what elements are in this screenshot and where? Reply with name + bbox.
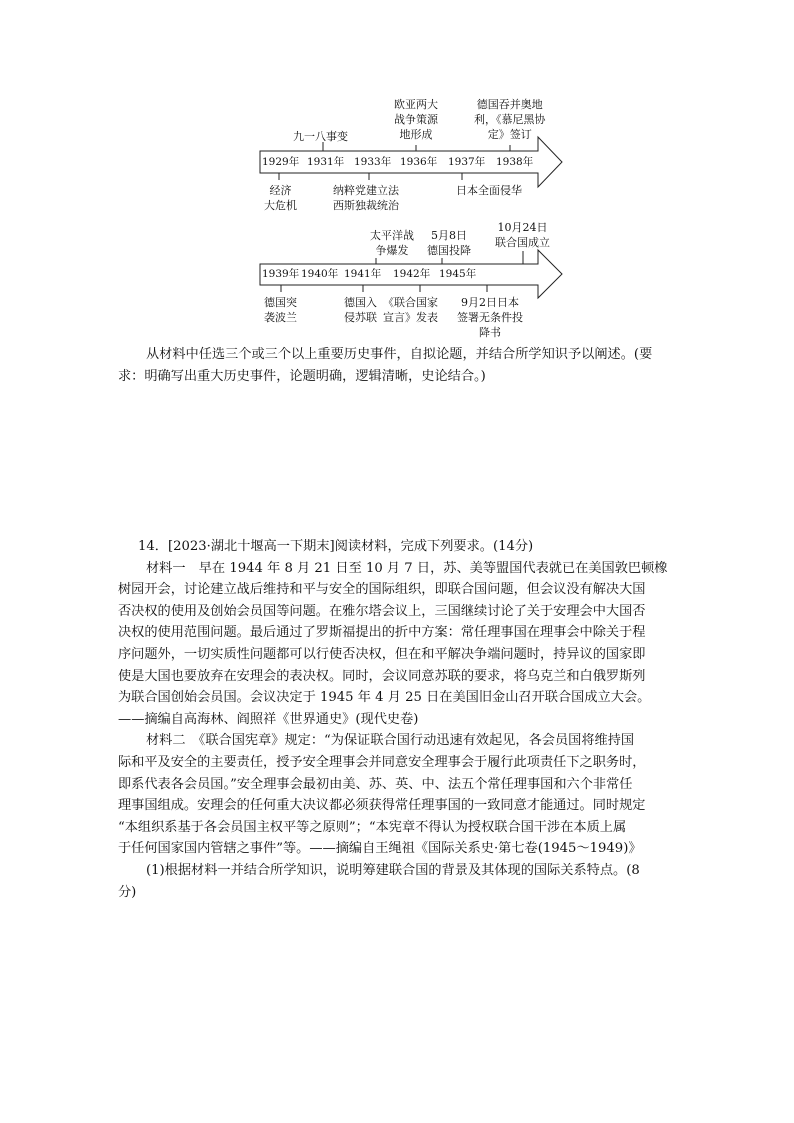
timeline-2-year: 1945年 bbox=[439, 268, 477, 280]
timeline-1-year: 1936年 bbox=[400, 156, 438, 168]
timeline-1-event-above: 九一八事变 bbox=[293, 130, 348, 143]
timeline-1-year: 1938年 bbox=[496, 156, 534, 168]
timeline-2-event-above: 5月8日 德国投降 bbox=[427, 229, 471, 257]
material-1-line: 否决权的使用及创始会员国等问题。在雅尔塔会议上，三国继续讨论了关于安理会中大国否 bbox=[118, 603, 646, 619]
material-1-source: ——摘编自高海林、阎照祥《世界通史》(现代史卷) bbox=[118, 711, 419, 727]
question-14-1-line: (1)根据材料一并结合所学知识，说明筹建联合国的背景及其体现的国际关系特点。(8 bbox=[146, 862, 640, 878]
timeline-1-year: 1937年 bbox=[448, 156, 486, 168]
material-1-line: 材料一 早在 1944 年 8 月 21 日至 10 月 7 日，苏、美等盟国代表就已在美国敦巴顿橡 bbox=[146, 560, 668, 576]
timeline-1-event-below: 纳粹党建立法 西斯独裁统治 bbox=[333, 184, 399, 212]
question-14 bbox=[118, 536, 678, 903]
instruction-line: 从材料中任选三个或三个以上重要历史事件，自拟论题，并结合所学知识予以阐述。(要 bbox=[146, 347, 653, 362]
question-13-instruction bbox=[118, 344, 678, 387]
question-14-1-line: 分) bbox=[118, 884, 137, 900]
timeline-2-event-below: 《联合国家 宣言》发表 bbox=[383, 296, 438, 324]
timeline-2-event-below: 德国入 侵苏联 bbox=[344, 296, 377, 324]
material-2-line: 际和平及安全的主要责任，授予安全理事会并同意安全理事会于履行此项责任下之职务时， bbox=[118, 754, 646, 770]
timeline-2-event-below: 9月2日日本 签署无条件投 降书 bbox=[457, 296, 523, 339]
instruction-line: 求：明确写出重大历史事件，论题明确，逻辑清晰，史论结合。) bbox=[118, 368, 486, 384]
material-2-line: 即系代表各会员国。”安全理事会最初由美、苏、英、中、法五个常任理事国和六个非常任 bbox=[118, 776, 633, 792]
timeline-1-year: 1933年 bbox=[354, 156, 392, 168]
material-2-line: 于任何国家国内管辖之事件”等。——摘编自王绳祖《国际关系史·第七卷(1945～1949)》 bbox=[118, 841, 642, 857]
material-1-line: 决权的使用范围问题。最后通过了罗斯福提出的折中方案：常任理事国在理事会中除关于程 bbox=[118, 625, 646, 641]
timeline-2-event-above: 太平洋战 争爆发 bbox=[370, 229, 414, 257]
question-14-header: 14．[2023·湖北十堰高一下期末]阅读材料，完成下列要求。(14分) bbox=[138, 539, 534, 554]
material-2-line: 理事国组成。安理会的任何重大决议都必须获得常任理事国的一致同意才能通过。同时规定 bbox=[118, 798, 646, 814]
timeline-1-year: 1931年 bbox=[307, 156, 345, 168]
timeline-2-year: 1942年 bbox=[393, 268, 431, 280]
timeline-1-event-below: 经济 大危机 bbox=[264, 184, 297, 212]
timeline-1-year: 1929年 bbox=[262, 156, 300, 168]
material-1-line: 使是大国也要放弃在安理会的表决权。同时，会议同意苏联的要求，将乌克兰和白俄罗斯列 bbox=[118, 668, 646, 684]
timeline-2-year: 1940年 bbox=[301, 268, 339, 280]
timeline-1-event-above: 欧亚两大 战争策源 地形成 bbox=[394, 98, 438, 141]
timeline-2-year: 1939年 bbox=[262, 268, 300, 280]
material-1-line: 树园开会，讨论建立战后维持和平与安全的国际组织，即联合国问题，但会议没有解决大国 bbox=[118, 582, 646, 598]
material-2-line: “本组织系基于各会员国主权平等之原则”；“本宪章不得认为授权联合国干涉在本质上属 bbox=[118, 819, 627, 835]
material-1-line: 为联合国创始会员国。会议决定于 1945 年 4 月 25 日在美国旧金山召开联合国成立大会。 bbox=[118, 690, 651, 706]
timeline-2-event-below: 德国突 袭波兰 bbox=[264, 296, 297, 324]
timeline-1-event-above: 德国吞并奥地 利，《慕尼黑协 定》签订 bbox=[474, 98, 546, 141]
material-1-line: 序问题外，一切实质性问题都可以行使否决权，但在和平解决争端问题时，持异议的国家即 bbox=[118, 646, 646, 662]
timeline-1-event-below: 日本全面侵华 bbox=[456, 184, 522, 197]
timeline-2-event-above: 10月24日 联合国成立 bbox=[495, 221, 550, 249]
material-2-line: 材料二 《联合国宪章》规定：“为保证联合国行动迅速有效起见，各会员国将维持国 bbox=[146, 733, 635, 749]
timeline-2-year: 1941年 bbox=[344, 268, 382, 280]
